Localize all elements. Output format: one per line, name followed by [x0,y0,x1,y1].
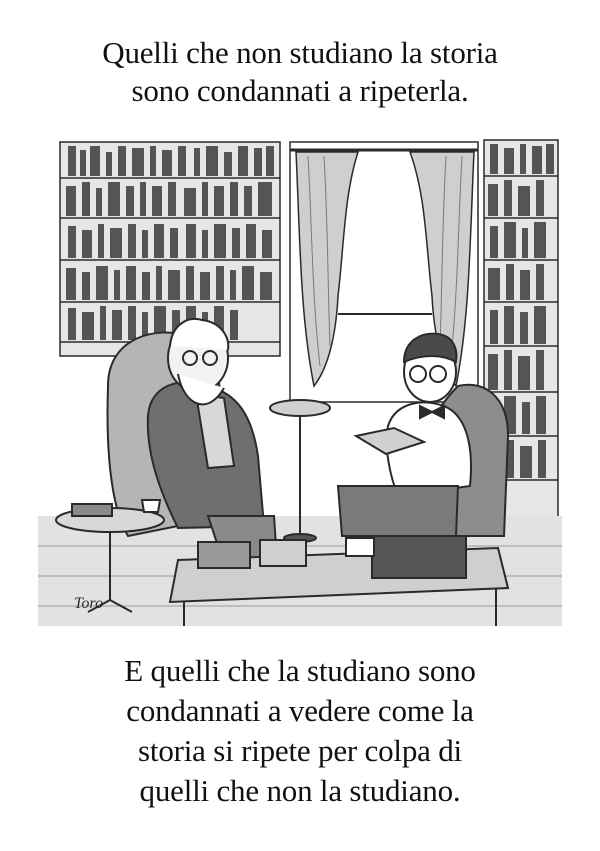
side-table-book [72,504,112,516]
bottom-caption-line-2: condannati a vedere come la [126,693,474,728]
bottom-caption-line-3: storia si ripete per colpa di [138,733,462,768]
bottom-caption-line-1: E quelli che la studiano sono [124,653,476,688]
top-caption-line-1: Quelli che non studiano la storia [102,35,498,70]
top-caption [0,34,600,110]
bottom-caption [0,651,600,811]
top-caption-line-2: sono condannati a ripeterla. [131,73,469,108]
coffee-table-book-stack [372,536,466,578]
artist-signature: Toro [74,595,104,612]
young-man-legs [338,486,458,536]
tea-cup [142,500,160,512]
coffee-table-book-2 [260,540,306,566]
coffee-table-book-1 [198,542,250,568]
cartoon-illustration [38,136,562,626]
bottom-caption-line-4: quelli che non la studiano. [139,773,461,808]
